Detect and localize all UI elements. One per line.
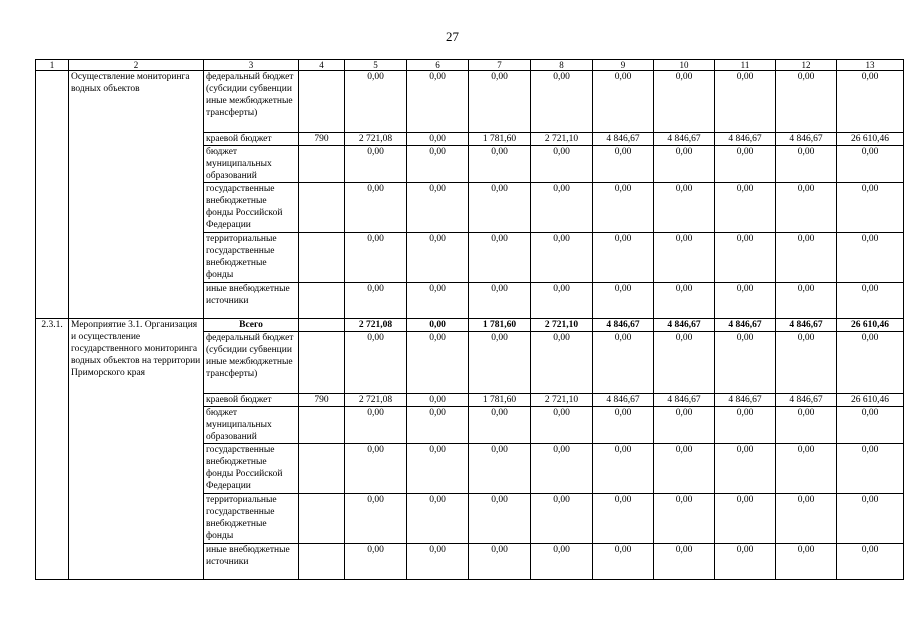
amount-cell: 0,00 [531, 233, 593, 283]
amount-cell: 0,00 [407, 183, 469, 233]
amount-cell: 2 721,10 [531, 319, 593, 332]
amount-cell: 4 846,67 [715, 133, 776, 146]
amount-cell: 0,00 [531, 407, 593, 444]
amount-cell: 0,00 [715, 283, 776, 319]
table-row [36, 71, 904, 133]
amount-cell: 0,00 [837, 233, 904, 283]
amount-cell: 0,00 [654, 544, 715, 580]
amount-cell: 0,00 [531, 332, 593, 394]
item-code: 2.3.1. [36, 319, 69, 580]
amount-cell: 0,00 [654, 407, 715, 444]
amount-cell: 0,00 [837, 444, 904, 494]
amount-cell: 0,00 [715, 544, 776, 580]
amount-cell: 0,00 [776, 71, 837, 133]
amount-cell: 0,00 [593, 444, 654, 494]
funding-source: территориальные государственные внебюджетные фонды [204, 494, 299, 544]
amount-cell: 0,00 [776, 444, 837, 494]
amount-cell: 0,00 [345, 494, 407, 544]
amount-cell: 2 721,08 [345, 394, 407, 407]
amount-cell: 0,00 [531, 183, 593, 233]
amount-cell: 0,00 [654, 332, 715, 394]
amount-cell: 0,00 [837, 494, 904, 544]
code-value [299, 494, 345, 544]
amount-cell: 0,00 [469, 283, 531, 319]
amount-cell: 0,00 [654, 233, 715, 283]
amount-cell: 0,00 [776, 332, 837, 394]
amount-cell: 0,00 [593, 407, 654, 444]
amount-cell: 0,00 [837, 146, 904, 183]
amount-cell: 0,00 [345, 146, 407, 183]
column-header: 5 [345, 60, 407, 71]
table-row-total [36, 319, 904, 332]
amount-cell: 0,00 [715, 233, 776, 283]
amount-cell: 4 846,67 [593, 394, 654, 407]
amount-cell: 4 846,67 [593, 133, 654, 146]
amount-cell: 0,00 [345, 71, 407, 133]
amount-cell: 4 846,67 [593, 319, 654, 332]
amount-cell: 0,00 [531, 71, 593, 133]
amount-cell: 0,00 [345, 233, 407, 283]
amount-cell: 0,00 [715, 444, 776, 494]
amount-cell: 0,00 [715, 146, 776, 183]
amount-cell: 0,00 [837, 71, 904, 133]
amount-cell: 0,00 [776, 233, 837, 283]
amount-cell: 0,00 [593, 544, 654, 580]
amount-cell: 0,00 [776, 183, 837, 233]
column-header: 11 [715, 60, 776, 71]
funding-source: иные внебюджетные источники [204, 283, 299, 319]
funding-source: федеральный бюджет (субсидии субвенции иные межбюджетные трансферты) [204, 332, 299, 394]
funding-source: федеральный бюджет (субсидии субвенции иные межбюджетные трансферты) [204, 71, 299, 133]
amount-cell: 0,00 [407, 444, 469, 494]
amount-cell: 0,00 [715, 494, 776, 544]
code-value [299, 444, 345, 494]
column-header: 2 [69, 60, 204, 71]
funding-source: бюджет муниципальных образований [204, 407, 299, 444]
amount-cell: 0,00 [837, 407, 904, 444]
amount-cell: 0,00 [531, 444, 593, 494]
amount-cell: 0,00 [776, 544, 837, 580]
amount-cell: 4 846,67 [776, 394, 837, 407]
funding-source: государственные внебюджетные фонды Российской Федерации [204, 183, 299, 233]
column-header: 8 [531, 60, 593, 71]
amount-cell: 0,00 [654, 146, 715, 183]
amount-cell: 2 721,08 [345, 133, 407, 146]
amount-cell: 0,00 [654, 494, 715, 544]
budget-table [35, 59, 904, 580]
amount-cell: 0,00 [469, 444, 531, 494]
code-value: 790 [299, 133, 345, 146]
code-value [299, 283, 345, 319]
amount-cell: 0,00 [407, 283, 469, 319]
amount-cell: 4 846,67 [776, 133, 837, 146]
amount-cell: 26 610,46 [837, 319, 904, 332]
column-header: 10 [654, 60, 715, 71]
amount-cell: 26 610,46 [837, 394, 904, 407]
column-header: 12 [776, 60, 837, 71]
amount-cell: 4 846,67 [715, 319, 776, 332]
code-value: 790 [299, 394, 345, 407]
amount-cell: 0,00 [837, 332, 904, 394]
amount-cell: 0,00 [469, 544, 531, 580]
amount-cell: 0,00 [654, 283, 715, 319]
amount-cell: 0,00 [469, 183, 531, 233]
amount-cell: 0,00 [531, 283, 593, 319]
amount-cell: 0,00 [593, 71, 654, 133]
amount-cell: 4 846,67 [776, 319, 837, 332]
amount-cell: 2 721,10 [531, 133, 593, 146]
amount-cell: 0,00 [776, 407, 837, 444]
amount-cell: 0,00 [469, 494, 531, 544]
funding-source: краевой бюджет [204, 394, 299, 407]
amount-cell: 2 721,08 [345, 319, 407, 332]
code-value [299, 146, 345, 183]
funding-source: иные внебюджетные источники [204, 544, 299, 580]
code-value [299, 233, 345, 283]
amount-cell: 0,00 [654, 444, 715, 494]
amount-cell: 26 610,46 [837, 133, 904, 146]
amount-cell: 0,00 [837, 283, 904, 319]
amount-cell: 1 781,60 [469, 133, 531, 146]
amount-cell: 0,00 [407, 544, 469, 580]
amount-cell: 0,00 [654, 183, 715, 233]
amount-cell: 0,00 [407, 494, 469, 544]
item-name: Осуществление мониторинга водных объектов [69, 71, 204, 319]
item-name: Мероприятие 3.1. Организация и осуществление государственного мониторинга водных объектов на территории Приморского края [69, 319, 204, 580]
column-header: 3 [204, 60, 299, 71]
amount-cell: 0,00 [407, 407, 469, 444]
amount-cell: 0,00 [345, 444, 407, 494]
amount-cell: 4 846,67 [654, 394, 715, 407]
amount-cell: 0,00 [469, 233, 531, 283]
column-header: 1 [36, 60, 69, 71]
amount-cell: 4 846,67 [654, 133, 715, 146]
column-header: 7 [469, 60, 531, 71]
amount-cell: 0,00 [345, 544, 407, 580]
amount-cell: 0,00 [469, 332, 531, 394]
amount-cell: 0,00 [715, 183, 776, 233]
amount-cell: 0,00 [776, 283, 837, 319]
amount-cell: 0,00 [715, 332, 776, 394]
amount-cell: 0,00 [531, 494, 593, 544]
amount-cell: 0,00 [407, 233, 469, 283]
amount-cell: 0,00 [407, 319, 469, 332]
column-header: 4 [299, 60, 345, 71]
code-value [299, 332, 345, 394]
amount-cell: 0,00 [593, 233, 654, 283]
amount-cell: 0,00 [469, 71, 531, 133]
amount-cell: 1 781,60 [469, 394, 531, 407]
amount-cell: 0,00 [345, 283, 407, 319]
amount-cell: 0,00 [345, 183, 407, 233]
column-number-header-row [36, 60, 904, 71]
column-header: 6 [407, 60, 469, 71]
column-header: 9 [593, 60, 654, 71]
amount-cell: 0,00 [531, 146, 593, 183]
amount-cell: 0,00 [345, 332, 407, 394]
amount-cell: 0,00 [593, 332, 654, 394]
code-value [299, 544, 345, 580]
amount-cell: 0,00 [837, 183, 904, 233]
code-value [299, 319, 345, 332]
item-code [36, 71, 69, 319]
funding-source: государственные внебюджетные фонды Российской Федерации [204, 444, 299, 494]
amount-cell: 0,00 [593, 146, 654, 183]
amount-cell: 0,00 [593, 283, 654, 319]
amount-cell: 0,00 [407, 394, 469, 407]
funding-source: краевой бюджет [204, 133, 299, 146]
amount-cell: 0,00 [593, 494, 654, 544]
code-value [299, 183, 345, 233]
column-header: 13 [837, 60, 904, 71]
amount-cell: 0,00 [407, 133, 469, 146]
amount-cell: 0,00 [469, 146, 531, 183]
amount-cell: 0,00 [776, 146, 837, 183]
amount-cell: 0,00 [776, 494, 837, 544]
amount-cell: 0,00 [593, 183, 654, 233]
amount-cell: 4 846,67 [715, 394, 776, 407]
amount-cell: 0,00 [407, 71, 469, 133]
code-value [299, 71, 345, 133]
amount-cell: 0,00 [654, 71, 715, 133]
page-number: 27 [446, 29, 459, 44]
amount-cell: 0,00 [407, 146, 469, 183]
funding-source: территориальные государственные внебюджетные фонды [204, 233, 299, 283]
amount-cell: 0,00 [715, 71, 776, 133]
funding-source: бюджет муниципальных образований [204, 146, 299, 183]
amount-cell: 0,00 [407, 332, 469, 394]
amount-cell: 2 721,10 [531, 394, 593, 407]
code-value [299, 407, 345, 444]
amount-cell: 1 781,60 [469, 319, 531, 332]
funding-source: Всего [204, 319, 299, 332]
amount-cell: 4 846,67 [654, 319, 715, 332]
amount-cell: 0,00 [837, 544, 904, 580]
amount-cell: 0,00 [469, 407, 531, 444]
amount-cell: 0,00 [715, 407, 776, 444]
amount-cell: 0,00 [345, 407, 407, 444]
amount-cell: 0,00 [531, 544, 593, 580]
